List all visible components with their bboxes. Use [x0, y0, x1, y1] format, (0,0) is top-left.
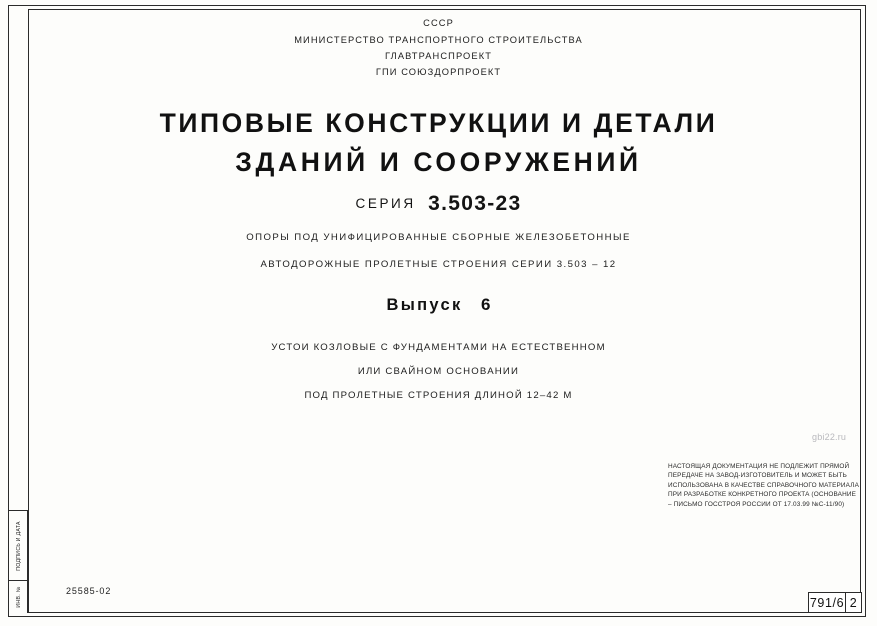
series-label: СЕРИЯ [355, 196, 416, 211]
usage-notice-paragraph: НАСТОЯЩАЯ ДОКУМЕНТАЦИЯ НЕ ПОДЛЕЖИТ ПРЯМОЙ ПЕРЕДАЧЕ НА ЗАВОД-ИЗГОТОВИТЕЛЬ И МОЖЕТ БЫТЬ ИСПОЛЬЗОВАНА В КАЧЕСТВЕ СПРАВОЧНОГО МАТЕРИАЛА ПРИ РАЗРАБОТКЕ КОНКРЕТНОГО ПРОЕКТА (ОСНОВАНИЕ – ПИСЬМО ГОССТРОЯ РОССИИ ОТ 17.03.99 №С-11/90) [668, 463, 859, 508]
sheet-number-stamp [808, 592, 862, 613]
description-line-1: УСТОИ КОЗЛОВЫЕ С ФУНДАМЕНТАМИ НА ЕСТЕСТВЕННОМ [271, 342, 606, 353]
issue-number: 6 [480, 295, 491, 314]
series-line [0, 192, 877, 216]
organization-line-country: СССР [423, 18, 454, 28]
description-line-3: ПОД ПРОЛЕТНЫЕ СТРОЕНИЯ ДЛИНОЙ 12–42 М [304, 390, 573, 401]
subtitle-line-2: АВТОДОРОЖНЫЕ ПРОЛЕТНЫЕ СТРОЕНИЯ СЕРИИ 3.503 – 12 [260, 259, 617, 270]
page-title-line-2: ЗДАНИЙ И СООРУЖЕНИЙ [235, 147, 642, 177]
organization-line-ministry: МИНИСТЕРСТВО ТРАНСПОРТНОГО СТРОИТЕЛЬСТВА [294, 35, 583, 45]
left-margin-label-inventory: ИНВ. № [15, 586, 22, 608]
left-margin-cell-inventory [9, 581, 28, 613]
page-title-line-1: ТИПОВЫЕ КОНСТРУКЦИИ И ДЕТАЛИ [159, 108, 718, 138]
stamp-sheet-code: 791/6 [809, 595, 845, 610]
issue-line [0, 295, 877, 315]
subtitle-line-1: ОПОРЫ ПОД УНИФИЦИРОВАННЫЕ СБОРНЫЕ ЖЕЛЕЗОБЕТОННЫЕ [246, 232, 631, 243]
archive-code: 25585-02 [66, 586, 112, 596]
description-line-2: ИЛИ СВАЙНОМ ОСНОВАНИИ [357, 366, 520, 377]
series-number: 3.503-23 [428, 192, 522, 215]
stamp-page-number: 2 [845, 593, 861, 612]
issue-label: Выпуск [386, 296, 463, 314]
left-margin-cell-signature-date [9, 511, 28, 581]
watermark-text: gbi22.ru [812, 432, 847, 442]
left-margin-stamp-column [9, 510, 28, 613]
organization-line-institute: ГПИ СОЮЗДОРПРОЕКТ [375, 67, 502, 77]
left-margin-label-signature-date: ПОДПИСЬ И ДАТА [15, 520, 22, 571]
organization-line-glavtransproekt: ГЛАВТРАНСПРОЕКТ [385, 51, 492, 61]
